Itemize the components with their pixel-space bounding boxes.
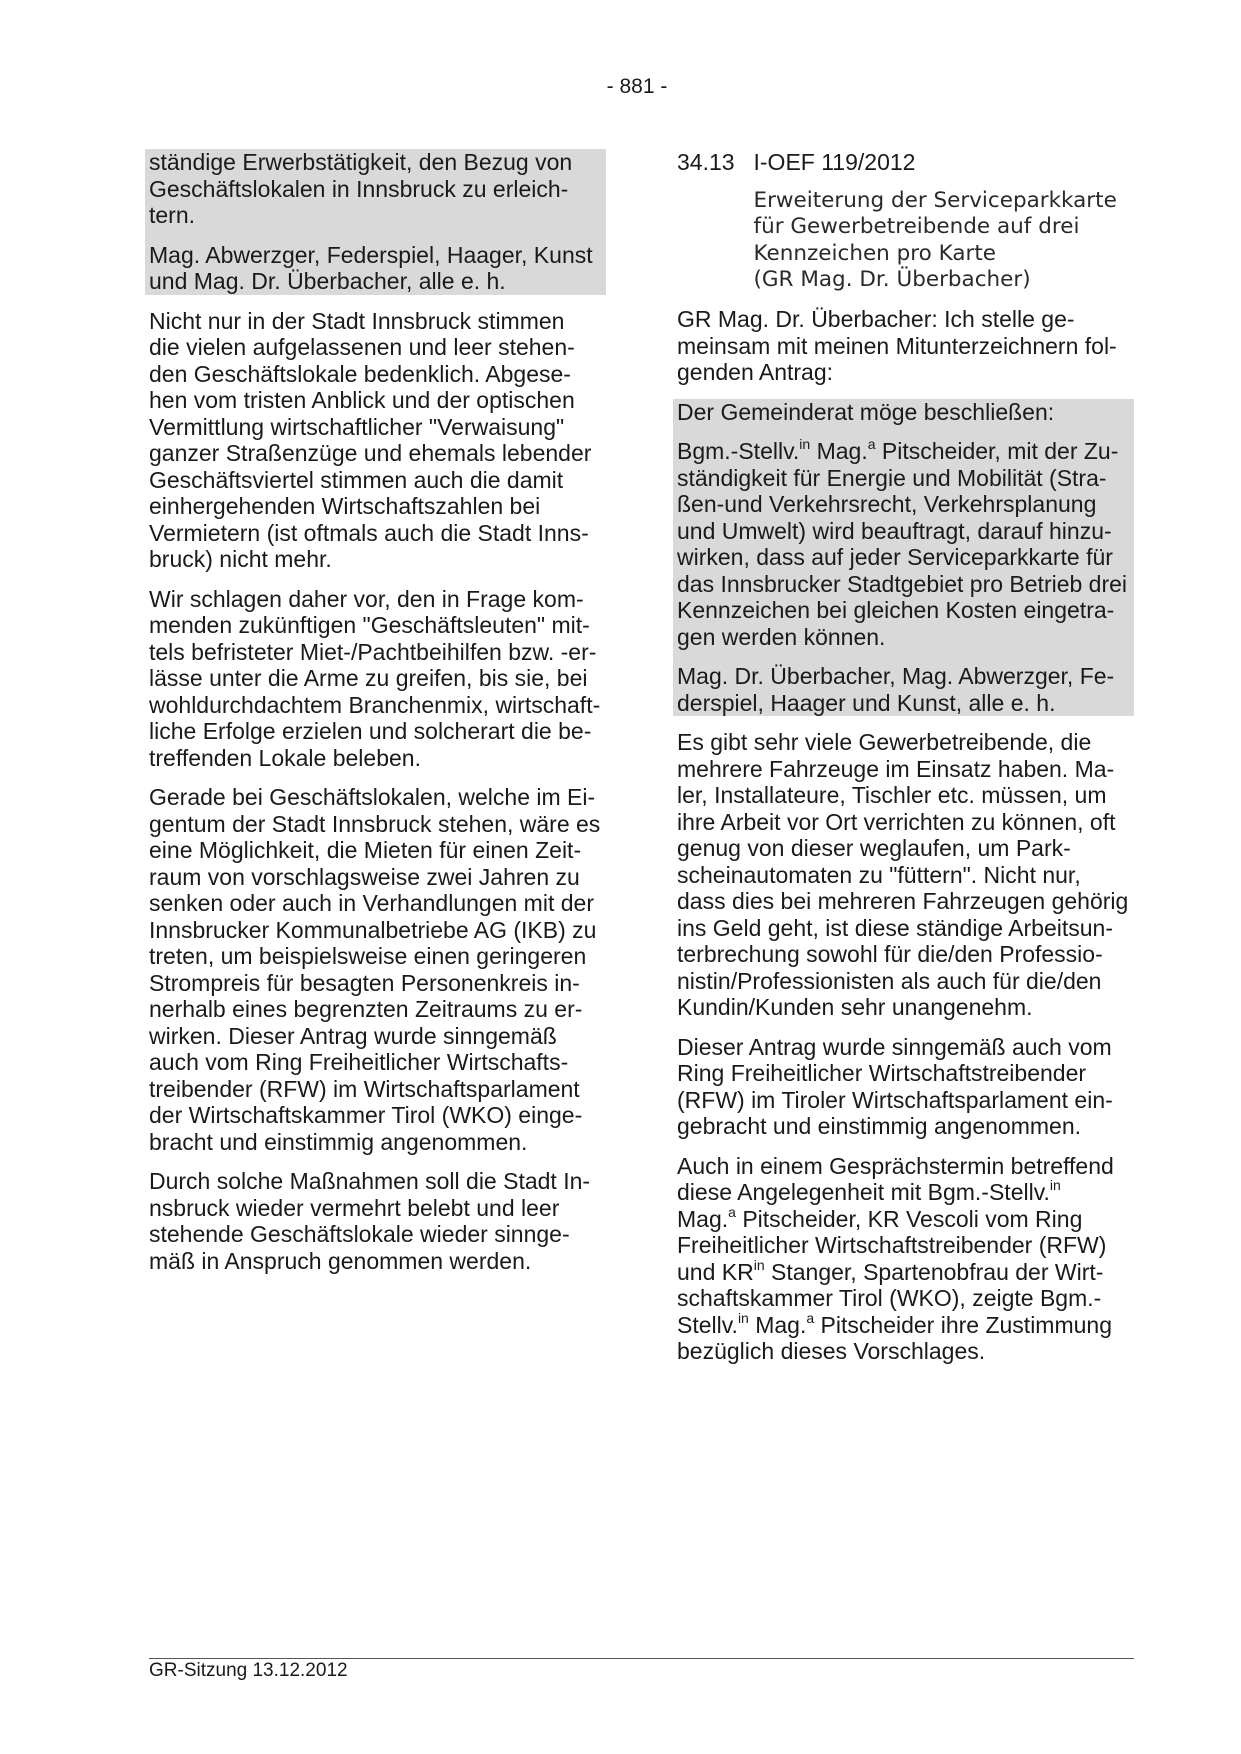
text-line: Geschäftsviertel stimmen auch die damit [149, 466, 564, 493]
text-line: Kundin/Kunden sehr unangenehm. [677, 994, 1033, 1020]
text-line: menden zukünftigen "Geschäftsleuten" mit- [149, 612, 590, 638]
text-line [677, 438, 1134, 465]
text-line: mäß in Anspruch genommen werden. [149, 1247, 532, 1274]
text-line: mehrere Fahrzeuge im Einsatz haben. Ma- [677, 755, 1115, 782]
request-text-end [149, 149, 606, 229]
text-segment: Stellv. [677, 1311, 738, 1338]
text-line: raum von vorschlagsweise zwei Jahren zu [149, 863, 580, 890]
text-segment: Bgm.-Stellv. [677, 438, 800, 464]
text-line: Erweiterung der Serviceparkkarte [753, 187, 1117, 213]
text-line: auch vom Ring Freiheitlicher Wirtschafts- [149, 1049, 569, 1075]
highlighted-resolution-block [673, 399, 1134, 717]
rationale-paragraph-4 [149, 1168, 606, 1274]
resolution-signatories [677, 663, 1134, 716]
text-line: Nicht nur in der Stadt Innsbruck stimmen [149, 307, 565, 334]
text-line: das Innsbrucker Stadtgebiet pro Betrieb drei [677, 570, 1128, 597]
text-line [677, 1203, 1134, 1233]
text-line: Geschäftslokalen in Innsbruck zu erleich- [149, 175, 569, 202]
agenda-item-code: I-OEF 119/2012 [753, 149, 916, 175]
text-line: gentum der Stadt Innsbruck stehen, wäre es [149, 810, 601, 837]
text-line: einhergehenden Wirtschaftszahlen bei [149, 493, 541, 519]
text-line: ler, Installateure, Tischler etc. müssen, um [677, 782, 1107, 808]
text-line: nerhalb eines begrenzten Zeitraums zu er- [149, 996, 583, 1022]
right-column [677, 149, 1134, 1378]
text-line [677, 1256, 1134, 1286]
page-number: - 881 - [606, 75, 668, 98]
text-line: terbrechung sowohl für die/den Professio- [677, 941, 1103, 967]
text-line: den Geschäftslokale bedenklich. Abgese- [149, 360, 571, 387]
agenda-item-number: 34.13 [677, 149, 735, 175]
text-line: GR Mag. Dr. Überbacher: Ich stelle ge- [677, 306, 1075, 332]
text-line: und Mag. Dr. Überbacher, alle e. h. [149, 268, 506, 294]
text-line: Es gibt sehr viele Gewerbetreibende, die [677, 729, 1092, 755]
justification-paragraph-1 [677, 729, 1134, 1021]
text-line: und Umwelt) wird beauftragt, darauf hinzu- [677, 517, 1112, 544]
text-line: Freiheitlicher Wirtschaftstreibender (RFW) [677, 1232, 1107, 1258]
text-line [677, 1179, 1134, 1206]
superscript: in [799, 436, 811, 452]
text-segment: Pitscheider, KR Vescoli vom Ring [735, 1205, 1083, 1232]
text-line: genden Antrag: [677, 359, 834, 385]
text-line: bruck) nicht mehr. [149, 546, 332, 572]
agenda-item-header [677, 149, 1134, 176]
text-line: Durch solche Maßnahmen soll die Stadt In- [149, 1168, 591, 1194]
text-line: treffenden Lokale beleben. [149, 744, 421, 771]
text-line: tern. [149, 202, 196, 228]
text-line: nistin/Professionisten als auch für die/den [677, 967, 1102, 994]
highlighted-request-block [145, 149, 606, 295]
text-line: ständigkeit für Energie und Mobilität (Stra- [677, 464, 1107, 491]
text-line: Der Gemeinderat möge beschließen: [677, 398, 1055, 425]
text-segment: Mag. [748, 1311, 807, 1338]
resolution-text [677, 438, 1134, 650]
text-line: Vermittlung wirtschaftlicher "Verwaisung" [149, 413, 565, 440]
text-line: bracht und einstimmig angenommen. [149, 1128, 528, 1155]
superscript: in [753, 1256, 765, 1273]
text-line: ganzer Straßenzüge und ehemals lebender [149, 440, 592, 466]
text-line: bezüglich dieses Vorschlages. [677, 1338, 986, 1364]
text-line: der Wirtschaftskammer Tirol (WKO) einge- [149, 1102, 583, 1128]
text-segment: diese Angelegenheit mit Bgm.-Stellv. [677, 1179, 1050, 1205]
text-line [677, 1309, 1134, 1339]
agenda-item-title [754, 188, 1135, 294]
text-line: treibender (RFW) im Wirtschaftsparlament [149, 1075, 580, 1102]
text-line: Vermietern (ist oftmals auch die Stadt Inns- [149, 519, 589, 546]
text-line: hen vom tristen Anblick und der optischen [149, 387, 575, 413]
text-line: (RFW) im Tiroler Wirtschaftsparlament ein- [677, 1086, 1113, 1113]
superscript: in [737, 1309, 749, 1326]
text-line: wirken. Dieser Antrag wurde sinngemäß [149, 1022, 557, 1049]
text-segment: Mag. [677, 1205, 729, 1232]
text-line: Gerade bei Geschäftslokalen, welche im Ei- [149, 784, 596, 810]
text-line: tels befristeter Miet-/Pachtbeihilfen bzw. -er- [149, 638, 597, 665]
rationale-paragraph-3 [149, 784, 606, 1155]
text-line: Innsbrucker Kommunalbetriebe AG (IKB) zu [149, 916, 597, 943]
motion-intro [677, 306, 1134, 386]
text-line: ihre Arbeit vor Ort verrichten zu können, oft [677, 808, 1116, 835]
text-line: ständige Erwerbstätigkeit, den Bezug von [149, 149, 573, 175]
text-line: (GR Mag. Dr. Überbacher) [753, 267, 1031, 292]
justification-paragraph-2 [677, 1034, 1134, 1140]
text-segment: Pitscheider, mit der Zu- [875, 438, 1119, 464]
text-line: Wir schlagen daher vor, den in Frage kom- [149, 585, 584, 612]
text-line: scheinautomaten zu "füttern". Nicht nur, [677, 861, 1081, 888]
text-line: schaftskammer Tirol (WKO), zeigte Bgm.- [677, 1285, 1102, 1311]
text-line: für Gewerbetreibende auf drei [753, 214, 1080, 239]
text-segment: und KR [677, 1258, 754, 1285]
text-line: gen werden können. [677, 623, 886, 650]
text-line: die vielen aufgelassenen und leer stehen- [149, 334, 575, 360]
superscript: a [806, 1309, 815, 1326]
text-line: derspiel, Haager und Kunst, alle e. h. [677, 689, 1056, 716]
text-line: nsbruck wieder vermehrt belebt und leer [149, 1194, 560, 1221]
text-line: Kennzeichen bei gleichen Kosten eingetra- [677, 597, 1115, 623]
text-line: senken oder auch in Verhandlungen mit der [149, 890, 594, 916]
request-signatories [149, 242, 606, 295]
text-line: Dieser Antrag wurde sinngemäß auch vom [677, 1033, 1112, 1060]
text-segment: Mag. [810, 438, 868, 464]
footer-divider [149, 1658, 1134, 1659]
text-line: ßen-und Verkehrsrecht, Verkehrsplanung [677, 491, 1097, 517]
text-line: treten, um beispielsweise einen geringeren [149, 943, 587, 969]
superscript: a [728, 1203, 736, 1220]
text-line: Kennzeichen pro Karte [753, 240, 997, 266]
text-line: wohldurchdachtem Branchenmix, wirtschaft- [149, 691, 601, 718]
text-segment: Pitscheider ihre Zustimmung [814, 1311, 1113, 1338]
rationale-paragraph-2 [149, 586, 606, 772]
text-segment: Stanger, Spartenobfrau der Wirt- [764, 1258, 1104, 1285]
text-line: wirken, dass auf jeder Serviceparkkarte für [677, 544, 1113, 570]
rationale-paragraph-1 [149, 308, 606, 573]
text-line: ins Geld geht, ist diese ständige Arbeitsun- [677, 914, 1113, 941]
text-line: Mag. Abwerzger, Federspiel, Haager, Kunst [149, 241, 593, 268]
left-column [149, 149, 606, 1287]
text-line: Mag. Dr. Überbacher, Mag. Abwerzger, Fe- [677, 663, 1115, 689]
text-line: Auch in einem Gesprächstermin betreffend [677, 1152, 1114, 1179]
text-line: dass dies bei mehreren Fahrzeugen gehörig [677, 888, 1129, 914]
text-line: Strompreis für besagten Personenkreis in- [149, 969, 580, 996]
text-line: meinsam mit meinen Mitunterzeichnern fol- [677, 332, 1117, 359]
resolution-heading [677, 399, 1134, 426]
footer-session-date: GR-Sitzung 13.12.2012 [149, 1660, 348, 1681]
text-line: stehende Geschäftslokale wieder sinnge- [149, 1221, 570, 1247]
text-line: liche Erfolge erzielen und solcherart die be- [149, 718, 592, 744]
text-line: lässe unter die Arme zu greifen, bis sie, bei [149, 665, 588, 691]
superscript: in [1049, 1177, 1061, 1193]
text-line: Ring Freiheitlicher Wirtschaftstreibender [677, 1060, 1087, 1086]
text-line: eine Möglichkeit, die Mieten für einen Zeit- [149, 837, 582, 863]
text-line: gebracht und einstimmig angenommen. [677, 1113, 1082, 1139]
text-line: genug von dieser weglaufen, um Park- [677, 835, 1071, 861]
justification-paragraph-3 [677, 1153, 1134, 1365]
superscript: a [867, 436, 876, 452]
